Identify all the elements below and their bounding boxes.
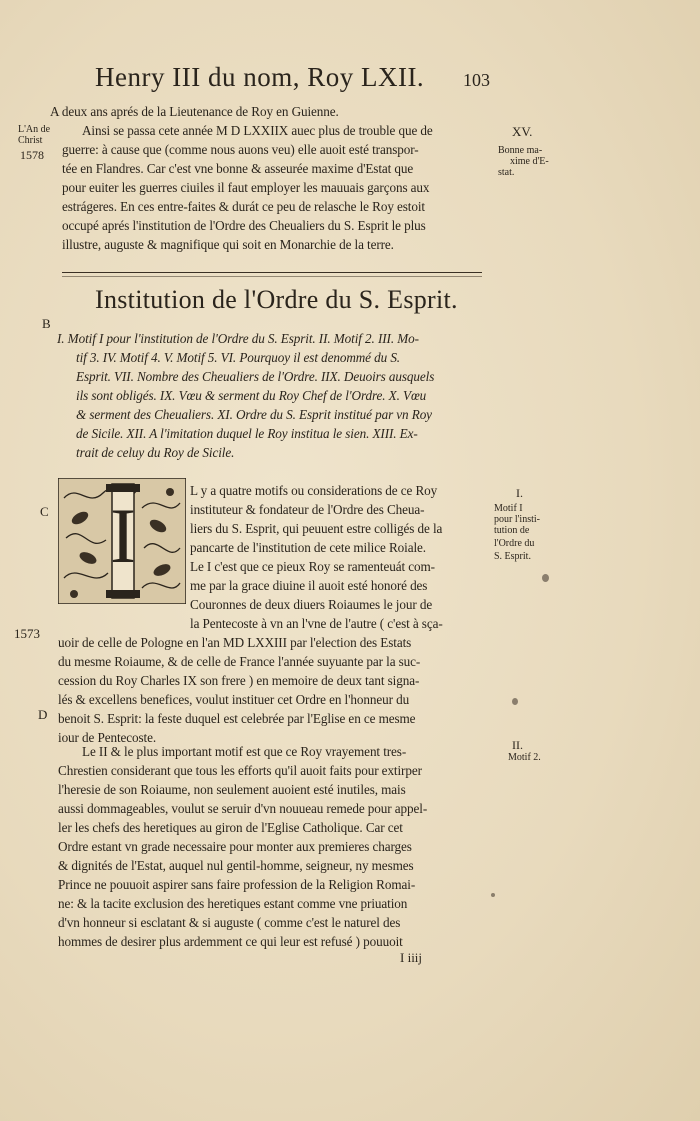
margin-christ-label: Christ xyxy=(18,135,43,146)
text-line: benoit S. Esprit: la feste duquel est celebrée par l'Eglise en ce mesme xyxy=(58,711,416,726)
dropcap-letter: I xyxy=(110,492,136,579)
marker-c: C xyxy=(40,504,49,519)
text-line: tée en Flandres. Car c'est vne bonne & asseurée maxime d'Estat que xyxy=(62,161,414,176)
text-line: Chrestien considerant que tous les efforts qu'il auoit faits pour extirper xyxy=(58,763,422,778)
margin-note-line: S. Esprit. xyxy=(494,551,531,562)
text-line: hommes de desirer plus ardemment ce qui leur est refusé ) pouuoit xyxy=(58,934,403,949)
text-line: me par la grace diuine il auoit esté honoré des xyxy=(190,578,428,593)
margin-note-line: xime d'E- xyxy=(510,156,549,167)
text-line: ne: & la tacite exclusion des heretiques estant comme vne priuation xyxy=(58,896,408,911)
text-line: Le I c'est que ce pieux Roy se ramenteuát com- xyxy=(190,559,435,574)
text-line: iour de Pentecoste. xyxy=(58,730,157,745)
text-line: aussi dommageables, voulut se seruir d'vn nouueau remede pour appel- xyxy=(58,801,428,816)
summary-line: ils sont obligés. IX. Vœu & serment du Roy Chef de l'Ordre. X. Vœu xyxy=(76,388,427,403)
marker-b: B xyxy=(42,316,51,331)
text-line: ler les chefs des heretiques au giron de l'Eglise Catholique. Car cet xyxy=(58,820,403,835)
text-line: illustre, auguste & magnifique qui soit en Monarchie de la terre. xyxy=(62,237,394,252)
text-line: liers du S. Esprit, qui peuuent estre colligés de la xyxy=(190,521,443,536)
summary-line: de Sicile. XII. A l'imitation duquel le Roy institua le sien. XIII. Ex- xyxy=(76,426,418,441)
text-line: L y a quatre motifs ou considerations de ce Roy xyxy=(190,483,438,498)
divider-rule xyxy=(62,276,482,277)
text-line: Couronnes de deux diuers Roiaumes le jour de xyxy=(190,597,433,612)
text-line: pour euiter les guerres ciuiles il faut employer les mauuais garçons aux xyxy=(62,180,430,195)
margin-note-line: tution de xyxy=(494,525,530,536)
text-line: Ainsi se passa cete année M D LXXIIX auec plus de trouble que de xyxy=(82,123,433,138)
margin-an-label: L'An de xyxy=(18,124,51,135)
summary-line: Esprit. VII. Nombre des Cheualiers de l'Ordre. IIX. Deuoirs ausquels xyxy=(76,369,435,384)
signature-mark: I iiij xyxy=(400,950,423,965)
summary-line: trait de celuy du Roy de Sicile. xyxy=(76,445,235,460)
text-line: instituteur & fondateur de l'Ordre des Cheua- xyxy=(190,502,425,517)
summary-line: & serment des Cheualiers. XI. Ordre du S. Esprit institué par vn Roy xyxy=(76,407,432,422)
divider-rule xyxy=(62,272,482,273)
margin-note-line: l'Ordre du xyxy=(494,538,535,549)
text-line: A deux ans aprés de la Lieutenance de Roy en Guienne. xyxy=(50,104,339,119)
text-line: la Pentecoste à vn an l'vne de l'autre ( c'est à sça- xyxy=(190,616,443,631)
summary-line: I. Motif I pour l'institution de l'Ordre du S. Esprit. II. Motif 2. III. Mo- xyxy=(57,331,419,346)
marker-d: D xyxy=(38,707,48,722)
ink-speck xyxy=(491,893,495,897)
margin-note-line: Motif 2. xyxy=(508,752,541,763)
margin-note-line: pour l'insti- xyxy=(494,514,540,525)
summary-line: tif 3. IV. Motif 4. V. Motif 5. VI. Pourquoy il est denommé du S. xyxy=(76,350,401,365)
running-title: Henry III du nom, Roy LXII. xyxy=(95,62,425,92)
ornament-image xyxy=(58,478,186,604)
text-line: lés & excellens benefices, voulut instituer cet Ordre en l'honneur du xyxy=(58,692,410,707)
margin-note-line: Bonne ma- xyxy=(498,145,543,156)
text-line: cession du Roy Charles IX son frere ) en memoire de deux tant signa- xyxy=(58,673,420,688)
text-line: Le II & le plus important motif est que ce Roy vrayement tres- xyxy=(82,744,407,759)
margin-note-line: stat. xyxy=(498,167,515,178)
text-line: guerre: à cause que (comme nous auons veu) elle auoit esté transpor- xyxy=(62,142,419,157)
ink-speck xyxy=(512,698,518,705)
section-title: Institution de l'Ordre du S. Esprit. xyxy=(95,285,458,314)
decorated-initial xyxy=(58,478,186,604)
text-line: pancarte de l'institution de cete milice Roiale. xyxy=(190,540,426,555)
margin-note-line: Motif I xyxy=(494,503,523,514)
text-line: Prince ne pouuoit aspirer sans faire profession de la Religion Romai- xyxy=(58,877,416,892)
margin-year: 1578 xyxy=(20,148,44,162)
margin-numeral: I. xyxy=(516,486,523,500)
margin-numeral: II. xyxy=(512,738,523,752)
text-line: l'heresie de son Roiaume, non seulement auoient esté inutiles, mais xyxy=(58,782,406,797)
margin-numeral: XV. xyxy=(512,124,533,139)
text-line: d'vn honneur si esclatant & si auguste ( comme c'est le naturel des xyxy=(58,915,401,930)
text-line: uoir de celle de Pologne en l'an MD LXXIII par l'election des Estats xyxy=(58,635,412,650)
text-line: du mesme Roiaume, & de celle de France l'année suyuante par la suc- xyxy=(58,654,421,669)
margin-year: 1573 xyxy=(14,626,40,641)
ink-speck xyxy=(542,574,549,582)
text-line: estrágeres. En ces entre-faites & durát ce peu de relasche le Roy estoit xyxy=(62,199,425,214)
page-number: 103 xyxy=(463,70,490,90)
text-line: Ordre estant vn grade necessaire pour monter aux premieres charges xyxy=(58,839,412,854)
text-line: & dignités de l'Estat, auquel nul gentil-homme, seigneur, ny mesmes xyxy=(58,858,414,873)
text-line: occupé aprés l'institution de l'Ordre des Cheualiers du S. Esprit le plus xyxy=(62,218,426,233)
